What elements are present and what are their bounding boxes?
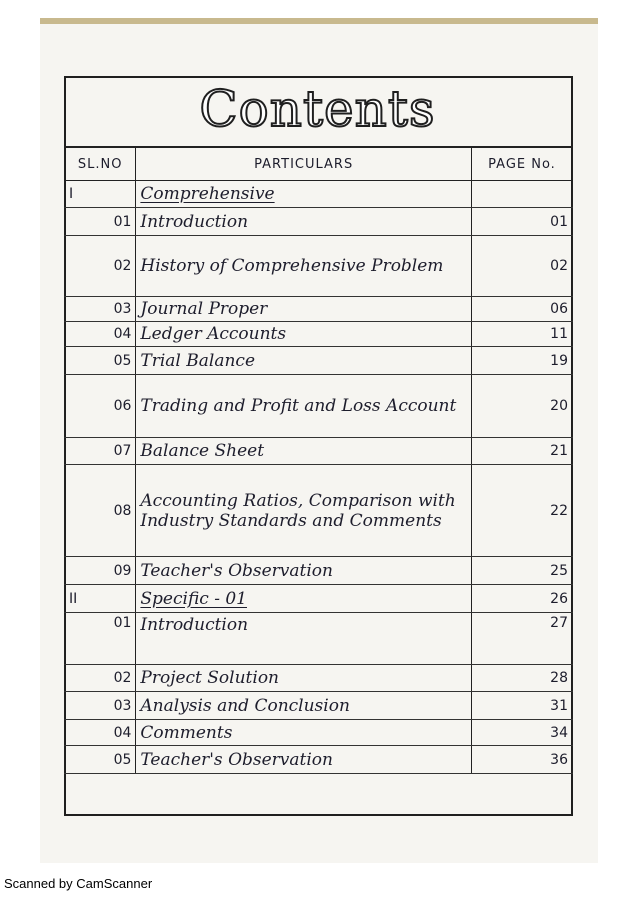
table-row [65,746,573,774]
row-particular: Analysis and Conclusion [136,692,472,720]
row-sl: 01 [65,613,136,665]
row-page [471,181,572,208]
row-sl: 05 [65,347,136,375]
row-sl: 04 [65,720,136,746]
row-sl: I [65,181,136,208]
table-row [65,208,573,236]
table-header-row [65,147,573,181]
table-row [65,297,573,322]
table-row [65,236,573,297]
row-particular: Ledger Accounts [136,322,472,347]
row-page: 36 [471,746,572,774]
row-particular: Balance Sheet [136,438,472,465]
row-particular: History of Comprehensive Problem [136,236,472,297]
row-particular: Introduction [136,613,472,665]
table-row [65,665,573,692]
row-page: 27 [471,613,572,665]
table-row [65,375,573,438]
row-particular: Introduction [136,208,472,236]
row-sl: II [65,585,136,613]
row-page: 26 [471,585,572,613]
row-particular: Comments [136,720,472,746]
row-sl: 04 [65,322,136,347]
row-particular: Teacher's Observation [136,746,472,774]
table-row [65,720,573,746]
contents-table [64,146,573,774]
row-particular: Specific - 01 [136,585,472,613]
row-page: 20 [471,375,572,438]
table-row [65,613,573,665]
header-particulars: PARTICULARS [136,147,472,181]
row-sl: 02 [65,236,136,297]
row-page: 02 [471,236,572,297]
table-row [65,181,573,208]
row-sl: 03 [65,297,136,322]
row-page: 01 [471,208,572,236]
row-sl: 01 [65,208,136,236]
row-sl: 07 [65,438,136,465]
table-row [65,585,573,613]
row-page: 06 [471,297,572,322]
row-particular: Journal Proper [136,297,472,322]
row-sl: 03 [65,692,136,720]
row-page: 34 [471,720,572,746]
table-row [65,692,573,720]
row-page: 21 [471,438,572,465]
row-sl: 06 [65,375,136,438]
row-sl: 02 [65,665,136,692]
table-row [65,438,573,465]
row-page: 11 [471,322,572,347]
row-particular: Accounting Ratios, Comparison with Industry Standards and Comments [136,465,472,557]
row-particular: Trading and Profit and Loss Account [136,375,472,438]
row-particular: Project Solution [136,665,472,692]
row-particular: Comprehensive [136,181,472,208]
row-page: 22 [471,465,572,557]
row-particular: Teacher's Observation [136,557,472,585]
row-particular: Trial Balance [136,347,472,375]
table-row [65,465,573,557]
row-page: 19 [471,347,572,375]
row-page: 28 [471,665,572,692]
header-sl-no: SL.NO [65,147,136,181]
table-row [65,347,573,375]
row-sl: 08 [65,465,136,557]
page-title: Contents [199,80,436,138]
page-top-edge [40,18,598,24]
header-page-no: PAGE No. [471,147,572,181]
row-page: 25 [471,557,572,585]
row-sl: 09 [65,557,136,585]
row-sl: 05 [65,746,136,774]
row-page: 31 [471,692,572,720]
table-row [65,322,573,347]
scanner-watermark: Scanned by CamScanner [4,876,153,891]
table-row [65,557,573,585]
